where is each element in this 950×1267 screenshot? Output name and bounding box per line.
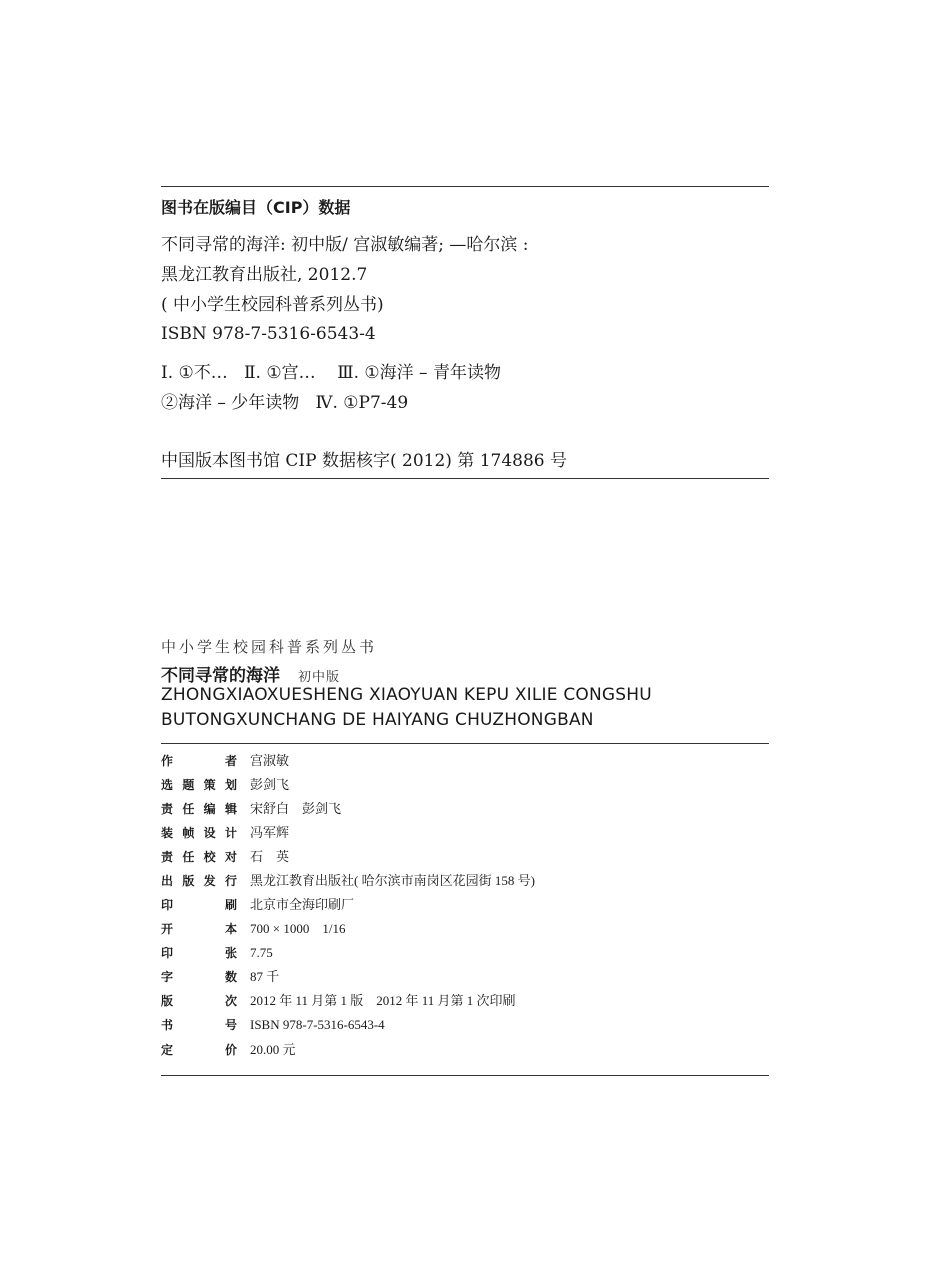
imprint-value: 87 千 bbox=[250, 969, 280, 984]
imprint-value: ISBN 978-7-5316-6543-4 bbox=[250, 1017, 385, 1032]
cip-number: 中国版本图书馆 CIP 数据核字( 2012) 第 174886 号 bbox=[161, 451, 568, 471]
imprint-value: 20.00 元 bbox=[250, 1042, 296, 1057]
imprint-value: 黑龙江教育出版社( 哈尔滨市南岗区花园街 158 号) bbox=[250, 873, 535, 888]
imprint-row-sheets bbox=[161, 943, 273, 963]
book-title bbox=[161, 661, 340, 686]
imprint-bottom-rule bbox=[161, 1075, 769, 1076]
edition-label: 初中版 bbox=[298, 670, 341, 685]
imprint-label: 定价 bbox=[161, 1043, 237, 1057]
series-pinyin: ZHONGXIAOXUESHENG XIAOYUAN KEPU XILIE CONGSHU bbox=[161, 685, 652, 705]
imprint-row-printer bbox=[161, 895, 354, 915]
imprint-value: 700 × 1000 1/16 bbox=[250, 921, 346, 936]
series-name: 中小学生校园科普系列丛书 bbox=[161, 638, 378, 656]
imprint-row-planning bbox=[161, 775, 289, 795]
imprint-row-author bbox=[161, 751, 289, 771]
imprint-row-design bbox=[161, 823, 289, 843]
imprint-label: 版次 bbox=[161, 994, 237, 1008]
imprint-label: 印刷 bbox=[161, 898, 237, 912]
imprint-top-rule bbox=[161, 743, 769, 744]
imprint-label: 开本 bbox=[161, 922, 237, 936]
imprint-value: 北京市全海印刷厂 bbox=[250, 897, 355, 912]
imprint-label: 出版发行 bbox=[161, 874, 237, 888]
imprint-row-price bbox=[161, 1040, 296, 1060]
cip-isbn: ISBN 978-7-5316-6543-4 bbox=[161, 324, 376, 344]
cip-top-rule bbox=[161, 186, 769, 187]
imprint-label: 装帧设计 bbox=[161, 826, 237, 840]
cip-heading: 图书在版编目（CIP）数据 bbox=[161, 198, 351, 217]
imprint-label: 作者 bbox=[161, 754, 237, 768]
cip-bottom-rule bbox=[161, 478, 769, 479]
imprint-label: 责任校对 bbox=[161, 850, 237, 864]
cip-classification: ②海洋 – 少年读物 Ⅳ. ①P7-49 bbox=[161, 393, 409, 413]
imprint-label: 印张 bbox=[161, 946, 237, 960]
imprint-label: 书号 bbox=[161, 1018, 237, 1032]
imprint-value: 7.75 bbox=[250, 945, 273, 960]
imprint-row-edition bbox=[161, 991, 516, 1011]
cip-classification: Ⅰ. ①不… Ⅱ. ①宫… Ⅲ. ①海洋 – 青年读物 bbox=[161, 363, 501, 383]
imprint-row-proofreading bbox=[161, 847, 289, 867]
cip-line: 不同寻常的海洋: 初中版/ 宫淑敏编著; —哈尔滨 : bbox=[161, 235, 529, 255]
imprint-label: 选题策划 bbox=[161, 778, 237, 792]
imprint-value: 冯军辉 bbox=[250, 825, 290, 840]
imprint-row-publisher bbox=[161, 871, 535, 891]
imprint-value: 石 英 bbox=[250, 849, 290, 864]
cip-line: 黑龙江教育出版社, 2012.7 bbox=[161, 265, 368, 285]
imprint-row-isbn bbox=[161, 1015, 385, 1035]
imprint-row-format bbox=[161, 919, 345, 939]
title-pinyin: BUTONGXUNCHANG DE HAIYANG CHUZHONGBAN bbox=[161, 710, 594, 730]
imprint-value: 彭剑飞 bbox=[250, 777, 290, 792]
cip-line: ( 中小学生校园科普系列丛书) bbox=[161, 295, 384, 315]
imprint-row-editor bbox=[161, 799, 341, 819]
imprint-value: 宫淑敏 bbox=[250, 753, 290, 768]
imprint-value: 2012 年 11 月第 1 版 2012 年 11 月第 1 次印刷 bbox=[250, 993, 516, 1008]
imprint-row-wordcount bbox=[161, 967, 279, 987]
imprint-label: 字数 bbox=[161, 970, 237, 984]
imprint-label: 责任编辑 bbox=[161, 802, 237, 816]
book-title-text: 不同寻常的海洋 bbox=[161, 666, 280, 686]
imprint-value: 宋舒白 彭剑飞 bbox=[250, 801, 342, 816]
